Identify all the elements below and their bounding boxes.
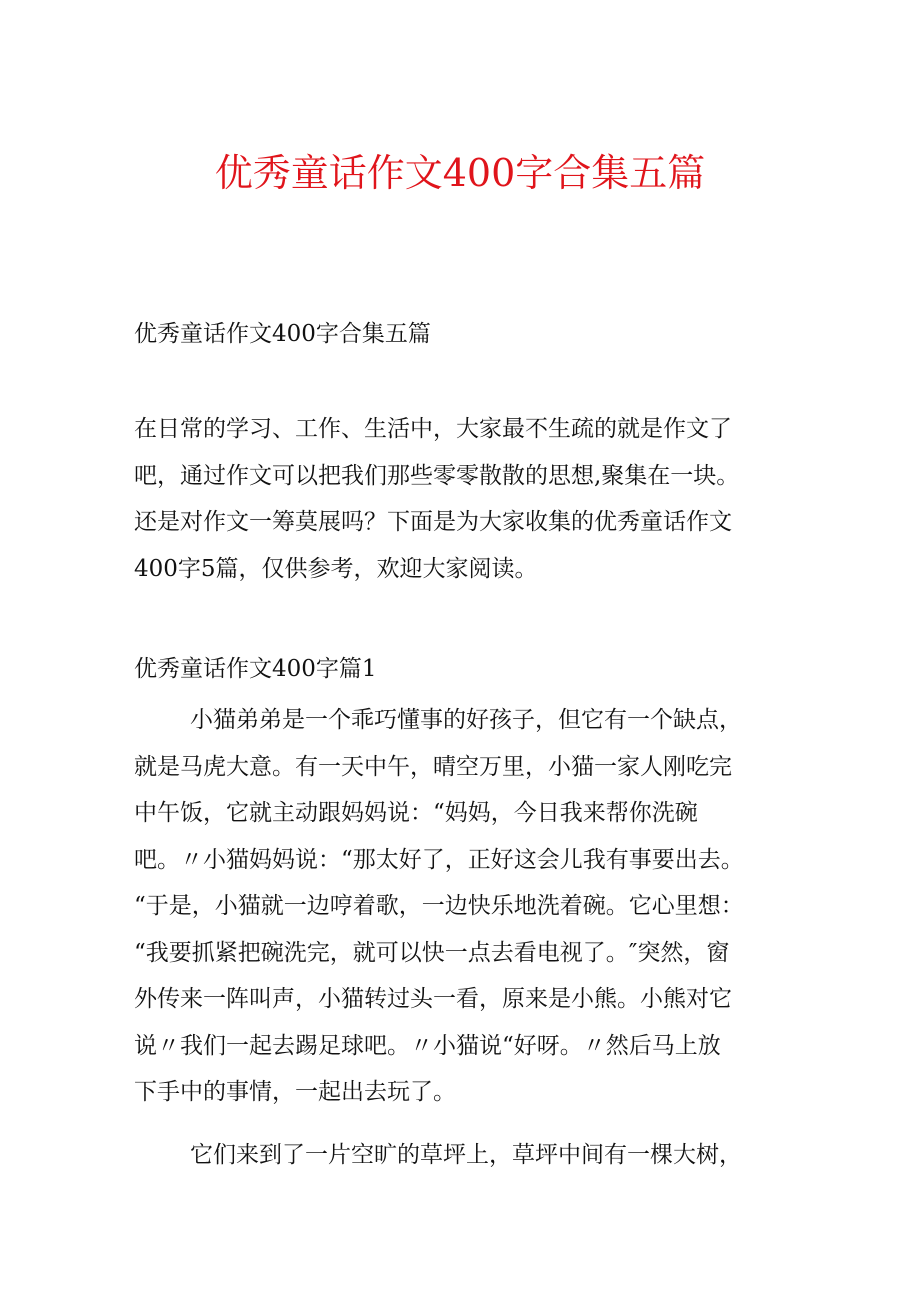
story-line: “于是，小猫就一边哼着歌，一边快乐地洗着碗。它心里想：: [134, 893, 744, 919]
intro-line: 在日常的学习、工作、生活中，大家最不生疏的就是作文了: [134, 416, 732, 442]
intro-paragraph: [134, 406, 794, 592]
story-paragraph-1: [134, 697, 794, 1116]
section-title: 优秀童话作文400字篇1: [134, 656, 377, 682]
story-line: 就是马虎大意。有一天中午，晴空万里，小猫一家人刚吃完: [134, 753, 732, 780]
story-line: 说〃我们一起去踢足球吧。〃小猫说“好呀。〃然后马上放: [134, 1032, 721, 1059]
story-line: 下手中的事情，一起出去玩了。: [134, 1079, 456, 1105]
story-line: “我要抓紧把碗洗完，就可以快一点去看电视了。″突然，窗: [134, 939, 730, 966]
story-paragraph-2: [134, 1132, 794, 1179]
intro-line: 400字5篇，仅供参考，欢迎大家阅读。: [134, 555, 538, 582]
intro-line: 吧，通过作文可以把我们那些零零散散的思想,聚集在一块。: [134, 462, 740, 489]
story-line: 小猫弟弟是一个乖巧懂事的好孩子，但它有一个缺点，: [190, 707, 742, 733]
story-line: 外传来一阵叫声，小猫转过头一看，原来是小熊。小熊对它: [134, 986, 732, 1012]
document-subtitle: 优秀童话作文400字合集五篇: [134, 321, 431, 347]
story-line: 吧。〃小猫妈妈说：“那太好了，正好这会儿我有事要出去。: [134, 846, 744, 873]
story-line: 它们来到了一片空旷的草坪上，草坪中间有一棵大树，: [190, 1142, 742, 1168]
intro-line: 还是对作文一筹莫展吗？下面是为大家收集的优秀童话作文: [134, 509, 732, 535]
document-title: 优秀童话作文400字合集五篇: [214, 151, 706, 195]
story-line: 中午饭，它就主动跟妈妈说：“妈妈，今日我来帮你洗碗: [134, 800, 698, 826]
